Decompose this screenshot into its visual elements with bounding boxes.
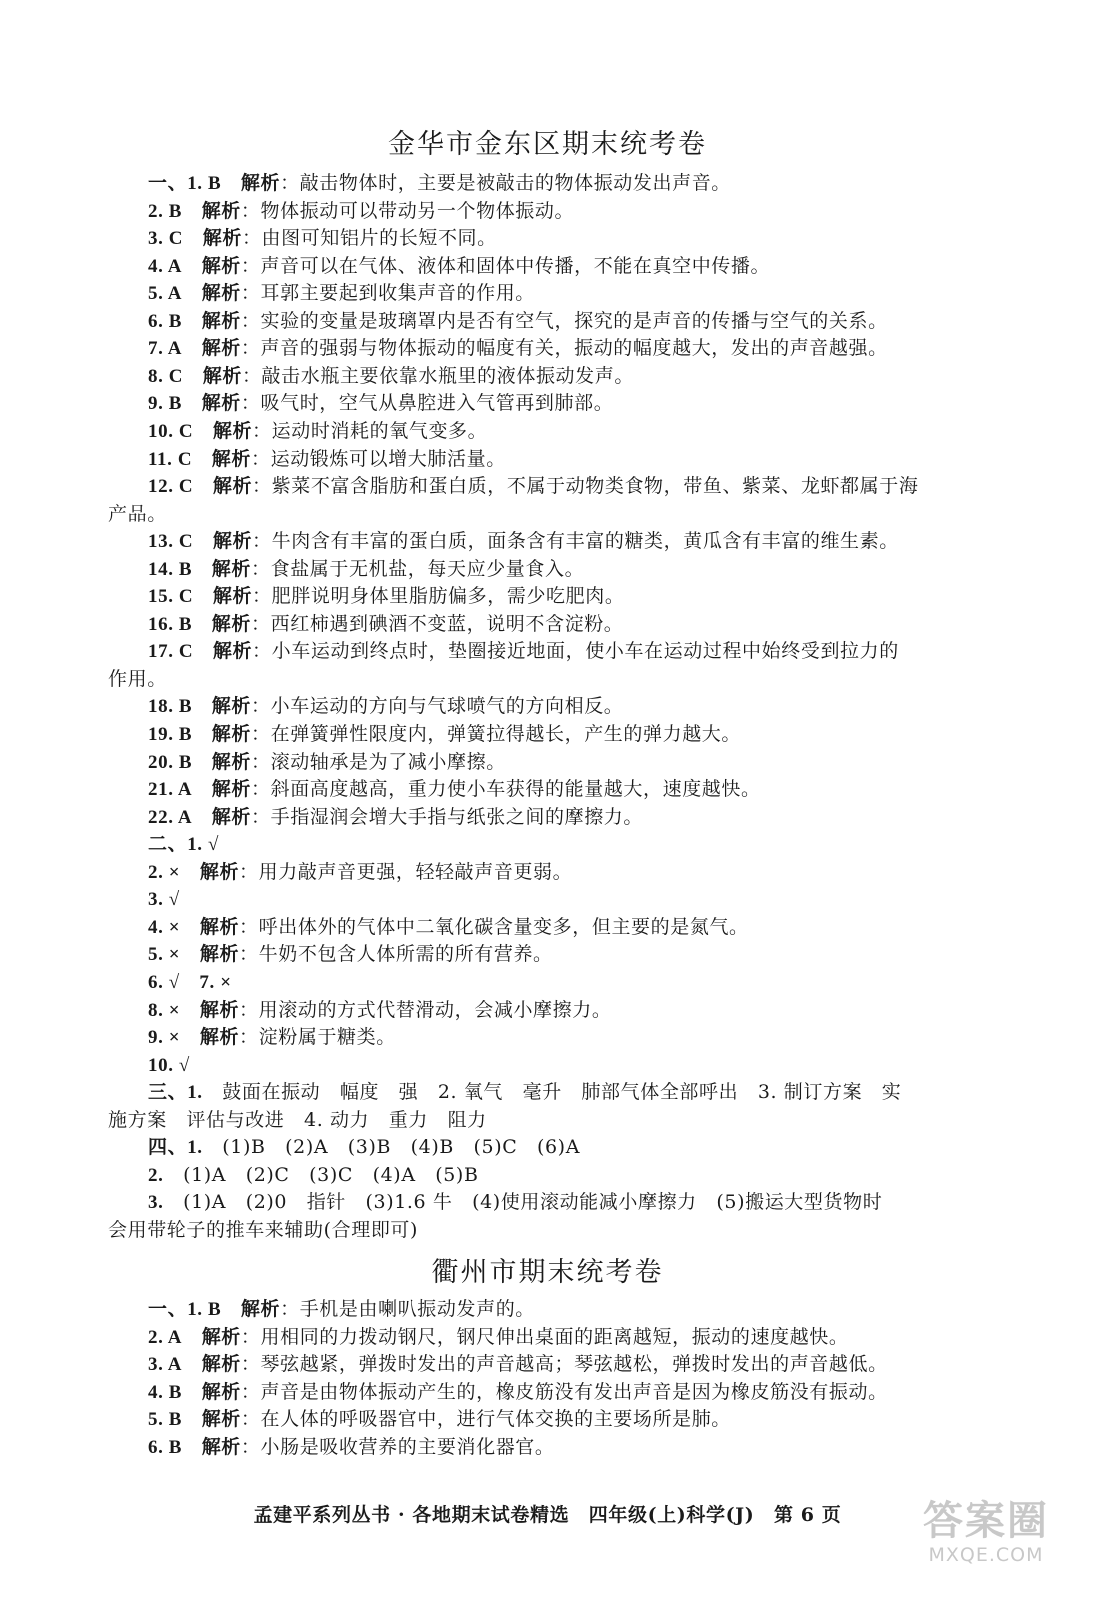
answer-line: 13. C 解析：牛肉含有丰富的蛋白质，面条含有丰富的糖类，黄瓜含有丰富的维生素。 [148, 530, 899, 553]
watermark-mark: 答案圈 [923, 1498, 1049, 1544]
answer-text: 会用带轮子的推车来辅助(合理即可) [108, 1218, 419, 1241]
answer-line: 8. × 解析：用滚动的方式代替滑动，会减小摩擦力。 [148, 998, 612, 1021]
answer-number: 6. B [148, 310, 183, 332]
analysis-label: 解析 [211, 557, 251, 580]
answer-number: 4. A [148, 255, 183, 277]
answer-number: 2. A [148, 1326, 183, 1348]
answer-line: 9. B 解析：吸气时，空气从鼻腔进入气管再到肺部。 [148, 392, 614, 415]
answer-line: 3. A 解析：琴弦越紧，弹拨时发出的声音越高；琴弦越松，弹拨时发出的声音越低。 [148, 1353, 888, 1376]
answer-text: (1)A (2)C (3)C (4)A (5)B [183, 1163, 479, 1186]
answer-text: 食盐属于无机盐，每天应少量食入。 [270, 557, 585, 580]
analysis-label: 解析 [240, 172, 281, 194]
analysis-label: 解析 [211, 778, 251, 801]
answer-text: 用力敲声音更强，轻轻敲声音更弱。 [258, 860, 573, 883]
watermark-url: MXQE.COM [928, 1544, 1044, 1566]
answer-text: 施方案 评估与改进 4. 动力 重力 阻力 [108, 1108, 487, 1131]
answer-line: 14. B 解析：食盐属于无机盐，每天应少量食入。 [148, 557, 585, 580]
answer-number: 2. B [148, 200, 183, 222]
answer-number: 2. [148, 1164, 164, 1186]
analysis-label: 解析 [212, 419, 253, 442]
answer-number: 4. B [148, 1381, 183, 1403]
analysis-label: 解析 [201, 337, 241, 360]
answer-number: 4. × [148, 916, 181, 938]
answer-number: 6. B [148, 1436, 183, 1458]
answer-number: 6. √ 7. × [148, 971, 232, 993]
analysis-label: 解析 [240, 1298, 281, 1320]
answer-text: 在人体的呼吸器官中，进行气体交换的主要场所是肺。 [260, 1408, 731, 1431]
analysis-label: 解析 [211, 612, 251, 635]
page-footer: 孟建平系列丛书 · 各地期末试卷精选 四年级(上)科学(J) 第 6 页 [253, 1504, 842, 1526]
answer-number: 12. C [148, 476, 194, 498]
answer-line-continued [108, 1107, 487, 1134]
answer-line [148, 1189, 882, 1216]
answer-number: 一、1. B [148, 1299, 222, 1320]
answer-line: 5. × 解析：牛奶不包含人体所需的所有营养。 [148, 943, 553, 966]
answer-number: 3. √ [148, 889, 180, 911]
answer-line: 2. B 解析：物体振动可以带动另一个物体振动。 [148, 199, 575, 222]
answer-number: 21. A [148, 779, 193, 801]
analysis-label: 解析 [211, 750, 251, 773]
answer-line: 22. A 解析：手指湿润会增大手指与纸张之间的摩擦力。 [148, 805, 644, 828]
answer-line: 3. C 解析：由图可知铝片的长短不同。 [148, 227, 497, 250]
analysis-label: 解析 [201, 1408, 241, 1431]
analysis-label: 解析 [202, 227, 242, 250]
answer-line: 4. A 解析：声音可以在气体、液体和固体中传播，不能在真空中传播。 [148, 254, 771, 277]
answer-line: 6. B 解析：实验的变量是玻璃罩内是否有空气，探究的是声音的传播与空气的关系。 [148, 309, 888, 332]
answer-number: 11. C [148, 448, 193, 470]
answer-line [148, 831, 239, 858]
answer-number: 9. B [148, 393, 183, 415]
answer-line: 16. B 解析：西红柿遇到碘酒不变蓝，说明不含淀粉。 [148, 612, 624, 635]
answer-number: 20. B [148, 751, 193, 773]
answer-line: 15. C 解析：肥胖说明身体里脂肪偏多，需少吃肥肉。 [148, 585, 625, 608]
answer-text: 物体振动可以带动另一个物体振动。 [260, 199, 575, 222]
analysis-label: 解析 [199, 943, 240, 966]
answer-number: 17. C [148, 641, 194, 663]
answer-number: 8. C [148, 365, 184, 387]
answer-text: 滚动轴承是为了减小摩擦。 [270, 750, 506, 773]
analysis-label: 解析 [212, 640, 253, 663]
answer-number: 3. A [148, 1354, 183, 1376]
answer-line [148, 1079, 901, 1106]
answer-line: 17. C 解析：小车运动到终点时，垫圈接近地面，使小车在运动过程中始终受到拉力的 [148, 640, 899, 663]
answer-text: 鼓面在振动 幅度 强 2. 氧气 毫升 肺部气体全部呼出 3. 制订方案 实 [222, 1081, 902, 1104]
answer-text: 手机是由喇叭振动发声的。 [299, 1298, 535, 1320]
answer-text: 紫菜不富含脂肪和蛋白质，不属于动物类食物，带鱼、紫菜、龙虾都属于海 [271, 475, 919, 498]
analysis-label: 解析 [201, 1435, 241, 1458]
answer-text: 小车运动到终点时，垫圈接近地面，使小车在运动过程中始终受到拉力的 [271, 640, 899, 663]
analysis-label: 解析 [199, 860, 240, 883]
analysis-label: 解析 [201, 392, 241, 415]
answer-line: 5. A 解析：耳郭主要起到收集声音的作用。 [148, 282, 535, 305]
answer-text: 用滚动的方式代替滑动，会减小摩擦力。 [258, 998, 612, 1021]
answer-text: 在弹簧弹性限度内，弹簧拉得越长，产生的弹力越大。 [270, 723, 742, 745]
answer-text: 作用。 [108, 667, 167, 690]
answer-text: 用相同的力拨动钢尺，钢尺伸出桌面的距离越短，振动的速度越快。 [260, 1325, 849, 1348]
answer-number: 四、1. [148, 1137, 203, 1159]
answer-number: 三、1. [148, 1082, 203, 1104]
answer-number: 5. A [148, 283, 183, 305]
analysis-label: 解析 [212, 475, 253, 498]
answer-text: 声音的强弱与物体振动的幅度有关，振动的幅度越大，发出的声音越强。 [260, 337, 888, 360]
answer-number: 15. C [148, 586, 194, 608]
answer-number: 二、1. √ [148, 834, 220, 856]
answer-line [148, 886, 199, 913]
analysis-label: 解析 [212, 530, 253, 553]
analysis-label: 解析 [211, 723, 251, 745]
analysis-label: 解析 [199, 998, 240, 1021]
watermark-logo [901, 1498, 1071, 1578]
analysis-label: 解析 [211, 695, 251, 718]
section-title-jinhua: 金华市金东区期末统考卷 [388, 129, 707, 160]
answer-number: 一、1. B [148, 173, 222, 194]
answer-text: 牛奶不包含人体所需的所有营养。 [258, 943, 553, 966]
answer-text: 由图可知铝片的长短不同。 [261, 227, 497, 250]
answer-line: 4. × 解析：呼出体外的气体中二氧化碳含量变多，但主要的是氮气。 [148, 915, 749, 938]
answer-text: 牛肉含有丰富的蛋白质，面条含有丰富的糖类，黄瓜含有丰富的维生素。 [271, 530, 899, 553]
answer-line: 19. B 解析：在弹簧弹性限度内，弹簧拉得越长，产生的弹力越大。 [148, 723, 742, 745]
analysis-label: 解析 [201, 254, 241, 277]
analysis-label: 解析 [201, 199, 241, 222]
answer-number: 16. B [148, 613, 193, 635]
answer-line [148, 1162, 479, 1189]
analysis-label: 解析 [201, 309, 241, 332]
analysis-label: 解析 [211, 447, 251, 470]
answer-text: 敲击水瓶主要依靠水瓶里的液体振动发声。 [261, 364, 634, 387]
answer-text: (1)A (2)0 指针 (3)1.6 牛 (4)使用滚动能减小摩擦力 (5)搬运大型货物时 [183, 1191, 883, 1214]
answer-line-continued [108, 1217, 418, 1244]
answer-text: 耳郭主要起到收集声音的作用。 [260, 282, 535, 305]
answer-text: 手指湿润会增大手指与纸张之间的摩擦力。 [270, 805, 644, 828]
answer-text: 吸气时，空气从鼻腔进入气管再到肺部。 [260, 392, 614, 415]
answer-line: 7. A 解析：声音的强弱与物体振动的幅度有关，振动的幅度越大，发出的声音越强。 [148, 337, 888, 360]
answer-line: 9. × 解析：淀粉属于糖类。 [148, 1026, 396, 1049]
analysis-label: 解析 [201, 1380, 241, 1403]
answer-number: 8. × [148, 999, 181, 1021]
answer-number: 3. C [148, 228, 184, 250]
analysis-label: 解析 [201, 1325, 241, 1348]
answer-number: 2. × [148, 861, 181, 883]
answer-line [148, 1134, 580, 1161]
answer-number: 3. [148, 1192, 164, 1214]
answer-text: 西红柿遇到碘酒不变蓝，说明不含淀粉。 [270, 612, 624, 635]
answer-line: 4. B 解析：声音是由物体振动产生的，橡皮筋没有发出声音是因为橡皮筋没有振动。 [148, 1380, 888, 1403]
answer-line: 18. B 解析：小车运动的方向与气球喷气的方向相反。 [148, 695, 624, 718]
answer-text: 呼出体外的气体中二氧化碳含量变多，但主要的是氮气。 [258, 915, 749, 938]
analysis-label: 解析 [199, 1026, 240, 1049]
answer-text: 琴弦越紧，弹拨时发出的声音越高；琴弦越松，弹拨时发出的声音越低。 [260, 1353, 888, 1376]
answer-text: 产品。 [108, 502, 167, 525]
answer-line-continued [108, 666, 167, 693]
answer-number: 9. × [148, 1027, 181, 1049]
answer-line [148, 969, 251, 996]
answer-line: 一、1. B 解析：手机是由喇叭振动发声的。 [148, 1298, 535, 1320]
answer-line: 11. C 解析：运动锻炼可以增大肺活量。 [148, 447, 506, 470]
answer-text: 声音是由物体振动产生的，橡皮筋没有发出声音是因为橡皮筋没有振动。 [260, 1380, 888, 1403]
analysis-label: 解析 [201, 282, 241, 305]
answer-line-continued [108, 501, 167, 528]
answer-line: 12. C 解析：紫菜不富含脂肪和蛋白质，不属于动物类食物，带鱼、紫菜、龙虾都属于海 [148, 475, 919, 498]
answer-line: 21. A 解析：斜面高度越高，重力使小车获得的能量越大，速度越快。 [148, 778, 761, 801]
answer-text: (1)B (2)A (3)B (4)B (5)C (6)A [222, 1136, 581, 1159]
answer-text: 小肠是吸收营养的主要消化器官。 [260, 1435, 555, 1458]
answer-text: 实验的变量是玻璃罩内是否有空气，探究的是声音的传播与空气的关系。 [260, 309, 888, 332]
answer-text: 运动时消耗的氧气变多。 [271, 419, 488, 442]
answer-number: 19. B [148, 724, 193, 745]
answer-line: 5. B 解析：在人体的呼吸器官中，进行气体交换的主要场所是肺。 [148, 1408, 731, 1431]
answer-text: 运动锻炼可以增大肺活量。 [270, 447, 506, 470]
analysis-label: 解析 [201, 1353, 241, 1376]
answer-line: 一、1. B 解析：敲击物体时，主要是被敲击的物体振动发出声音。 [148, 172, 731, 194]
answer-text: 斜面高度越高，重力使小车获得的能量越大，速度越快。 [270, 778, 761, 801]
answer-line: 8. C 解析：敲击水瓶主要依靠水瓶里的液体振动发声。 [148, 364, 634, 387]
answer-line: 10. C 解析：运动时消耗的氧气变多。 [148, 419, 488, 442]
answer-line: 2. × 解析：用力敲声音更强，轻轻敲声音更弱。 [148, 860, 573, 883]
answer-line: 6. B 解析：小肠是吸收营养的主要消化器官。 [148, 1435, 555, 1458]
answer-text: 淀粉属于糖类。 [258, 1026, 396, 1049]
answer-line [148, 1052, 210, 1079]
answer-number: 5. × [148, 944, 181, 966]
answer-text: 声音可以在气体、液体和固体中传播，不能在真空中传播。 [260, 254, 771, 277]
analysis-label: 解析 [202, 364, 242, 387]
section-title-quzhou: 衢州市期末统考卷 [431, 1257, 664, 1288]
answer-number: 14. B [148, 558, 193, 580]
answer-number: 18. B [148, 696, 193, 718]
answer-line: 2. A 解析：用相同的力拨动钢尺，钢尺伸出桌面的距离越短，振动的速度越快。 [148, 1325, 849, 1348]
answer-text: 敲击物体时，主要是被敲击的物体振动发出声音。 [299, 172, 731, 194]
answer-text: 肥胖说明身体里脂肪偏多，需少吃肥肉。 [271, 585, 625, 608]
analysis-label: 解析 [211, 805, 251, 828]
answer-number: 5. B [148, 1409, 183, 1431]
answer-line: 20. B 解析：滚动轴承是为了减小摩擦。 [148, 750, 506, 773]
answer-number: 10. C [148, 420, 194, 442]
answer-text: 小车运动的方向与气球喷气的方向相反。 [270, 695, 624, 718]
answer-number: 7. A [148, 338, 183, 360]
analysis-label: 解析 [199, 915, 240, 938]
answer-number: 13. C [148, 531, 194, 553]
answer-number: 10. √ [148, 1054, 190, 1076]
answer-number: 22. A [148, 806, 193, 828]
analysis-label: 解析 [212, 585, 253, 608]
